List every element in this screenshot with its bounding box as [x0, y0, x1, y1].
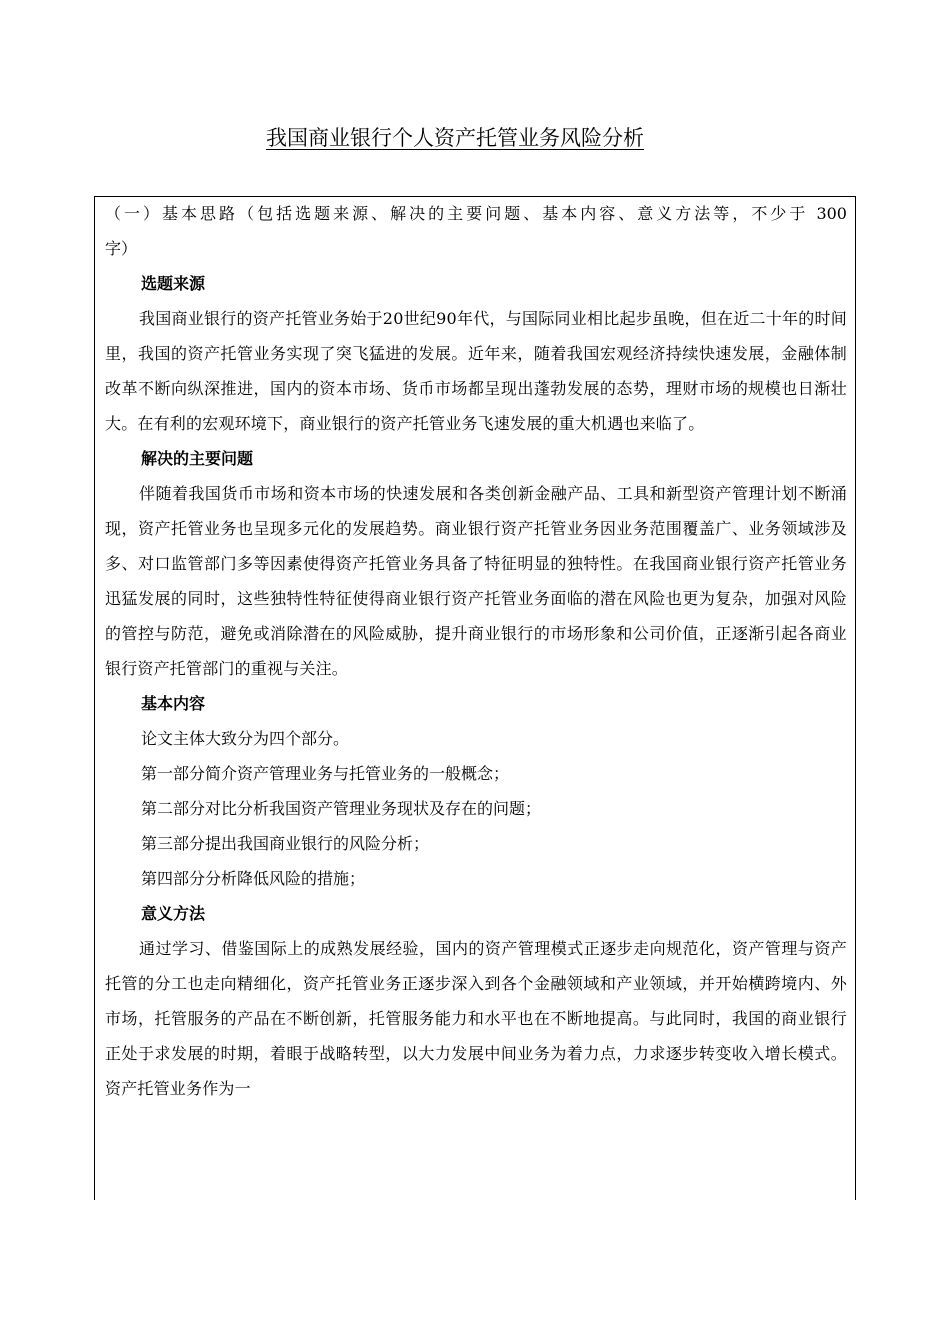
document-title: 我国商业银行个人资产托管业务风险分析: [266, 126, 644, 150]
content-line: 第一部分简介资产管理业务与托管业务的一般概念；: [141, 764, 510, 783]
heading-basic-content: 基本内容: [141, 694, 206, 713]
intro-line-2: 字）: [105, 238, 138, 258]
heading-main-problems: 解决的主要问题: [141, 449, 254, 468]
basic-idea-box: [94, 196, 856, 1200]
intro-line-1: （一）基本思路（包括选题来源、解决的主要问题、基本内容、意义方法等，不少于 300: [105, 204, 847, 223]
paragraph-significance-method: 通过学习、借鉴国际上的成熟发展经验，国内的资产管理模式正逐步走向规范化，资产管理与资产托管的分工也走向精细化，资产托管业务正逐步深入到各个金融领域和产业领域，并开始横跨境内、外市场，托管服务的产品在不断创新，托管服务能力和水平也在不断地提高。与此同时，我国的商业银行正处于求发展的时期，着眼于战略转型，以大力发展中间业务为着力点，力求逐步转变收入增长模式。资产托管业务作为一: [105, 939, 847, 1098]
heading-topic-source: 选题来源: [141, 274, 206, 293]
content-line: 第二部分对比分析我国资产管理业务现状及存在的问题；: [141, 799, 542, 818]
content-line: 论文主体大致分为四个部分。: [141, 729, 350, 748]
paragraph-main-problems: 伴随着我国货币市场和资本市场的快速发展和各类创新金融产品、工具和新型资产管理计划不断涌现，资产托管业务也呈现多元化的发展趋势。商业银行资产托管业务因业务范围覆盖广、业务领域涉及多、对口监管部门多等因素使得资产托管业务具备了特征明显的独特性。在我国商业银行资产托管业务迅猛发展的同时，这些独特性特征使得商业银行资产托管业务面临的潜在风险也更为复杂，加强对风险的管控与防范，避免或消除潜在的风险威胁，提升商业银行的市场形象和公司价值，正逐渐引起各商业银行资产托管部门的重视与关注。: [105, 484, 847, 678]
paragraph-topic-source: 我国商业银行的资产托管业务始于20世纪90年代，与国际同业相比起步虽晚，但在近二十年的时间里，我国的资产托管业务实现了突飞猛进的发展。近年来，随着我国宏观经济持续快速发展，金融体制改革不断向纵深推进，国内的资本市场、货币市场都呈现出蓬勃发展的态势，理财市场的规模也日渐壮大。在有利的宏观环境下，商业银行的资产托管业务飞速发展的重大机遇也来临了。: [105, 309, 847, 433]
heading-significance-method: 意义方法: [141, 904, 206, 923]
content-line: 第四部分分析降低风险的措施；: [141, 869, 366, 888]
content-line: 第三部分提出我国商业银行的风险分析；: [141, 834, 430, 853]
